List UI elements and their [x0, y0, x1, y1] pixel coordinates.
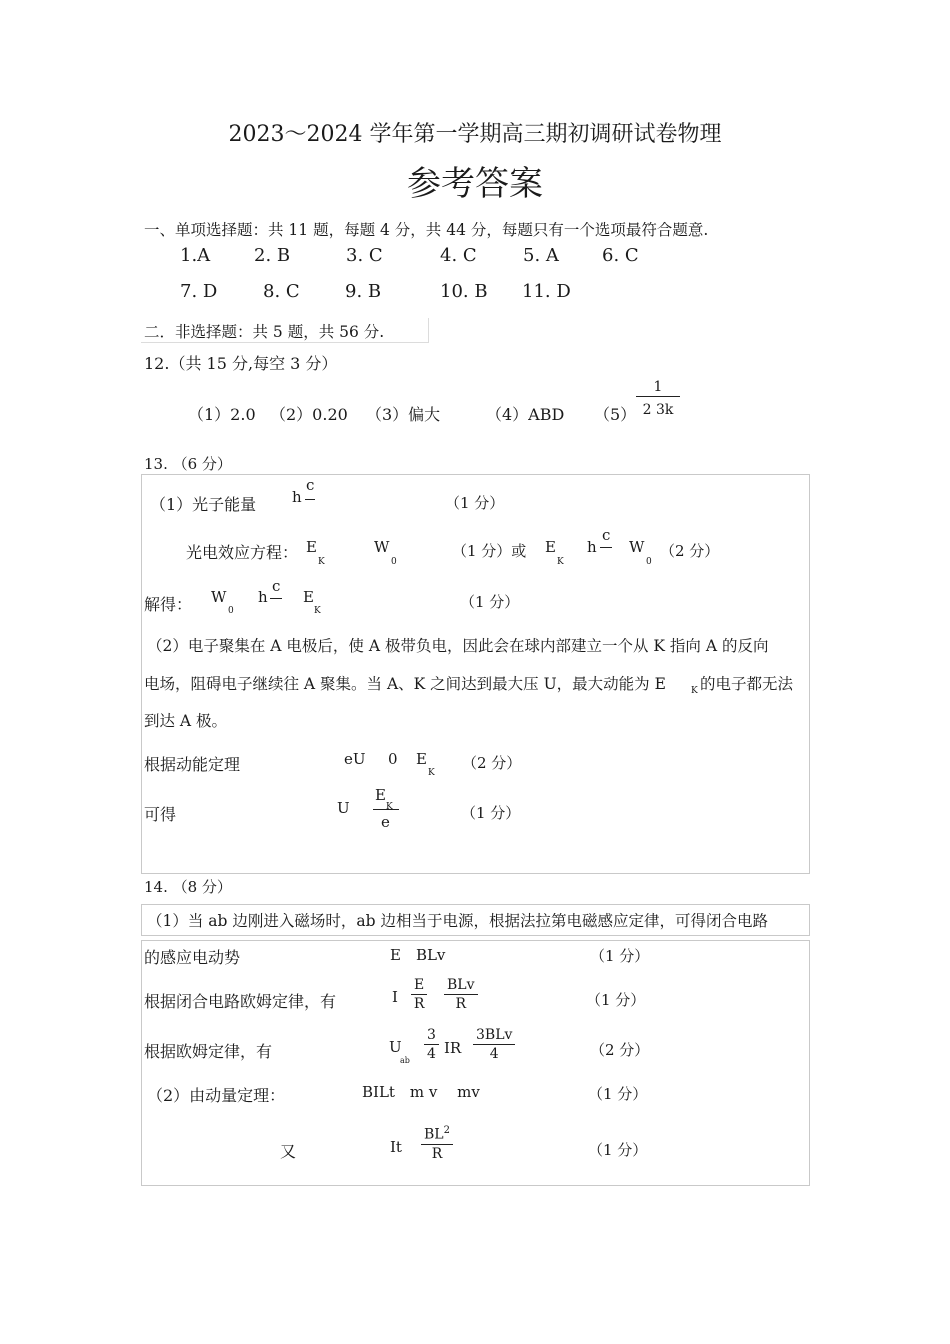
fraction-3-over-4 — [424, 1028, 439, 1061]
q12-item-5: （5） — [594, 405, 637, 424]
q13-score-1: （1 分） — [445, 494, 505, 512]
q14-ohm-label: 根据欧姆定律，有 — [144, 1042, 273, 1061]
section2-heading: 二．非选择题：共 5 题，共 56 分. — [144, 323, 385, 341]
fraction-bar — [373, 809, 399, 810]
subscript-ab: ab — [400, 1056, 410, 1065]
page-subtitle: 参考答案 — [407, 164, 543, 204]
q12-item-1: （1）2.0 — [188, 405, 256, 424]
section1-heading: 一、单项选择题：共 11 题，每题 4 分，共 44 分，每题只有一个选项最符合题意. — [144, 221, 709, 239]
q14-momentum-equation: BILt m v mv — [362, 1083, 480, 1101]
answer-8: 8. C — [263, 281, 300, 302]
answer-9: 9. B — [345, 281, 382, 302]
fraction-denominator: R — [431, 1145, 443, 1162]
q13-score-2a: （1 分）或 — [452, 542, 527, 560]
fraction-numerator: 1 — [653, 379, 663, 395]
fraction-bar — [600, 547, 612, 548]
q13-kinetic-theorem-label: 根据动能定理 — [144, 755, 241, 774]
q14-emf-equation: E BLv — [390, 946, 446, 964]
answer-7: 7. D — [180, 281, 218, 302]
fraction-denominator: R — [455, 996, 467, 1012]
symbol-U: U — [389, 1038, 402, 1056]
subscript-K: K — [428, 768, 435, 778]
symbol-W: W — [211, 588, 227, 606]
q14-score-2: （1 分） — [586, 991, 646, 1009]
subscript-K: K — [691, 686, 698, 696]
planck-h: h — [292, 488, 302, 506]
subscript-K: K — [314, 606, 321, 616]
expression-eU: eU — [344, 750, 366, 768]
q14-answer-box — [141, 940, 810, 1186]
answer-5: 5. A — [523, 245, 559, 266]
symbol-E: E — [306, 538, 317, 556]
q14-closed-circuit-label: 根据闭合电路欧姆定律，有 — [144, 992, 337, 1011]
answer-4: 4. C — [440, 245, 477, 266]
q12-fraction-5 — [636, 380, 680, 417]
answer-1: 1.A — [180, 245, 211, 266]
q14-also-label: 又 — [280, 1142, 297, 1161]
fraction-denominator: R — [413, 996, 425, 1012]
fraction-3BLv-over-4 — [473, 1028, 515, 1061]
q13-photon-energy-label: （1）光子能量 — [150, 495, 257, 514]
symbol-I: I — [392, 988, 398, 1006]
fraction-numerator: 3BLv — [476, 1027, 513, 1043]
fraction-numerator: E — [414, 977, 425, 993]
planck-h: h — [587, 538, 597, 556]
answer-11: 11. D — [522, 281, 571, 302]
q13-part2-line3: 到达 A 极。 — [144, 712, 228, 730]
fraction-bar — [270, 598, 282, 599]
symbol-W: W — [629, 538, 645, 556]
answer-10: 10. B — [440, 281, 488, 302]
q13-score-4: （2 分） — [462, 754, 522, 772]
q14-emf-label: 的感应电动势 — [144, 948, 241, 967]
expression-It: It — [390, 1138, 402, 1156]
fraction-denominator: 4 — [489, 1046, 499, 1062]
q14-score-5: （1 分） — [588, 1141, 648, 1159]
subscript-K: K — [557, 557, 564, 567]
fraction-denominator: 2 3k — [642, 402, 674, 418]
symbol-E: E — [375, 786, 386, 804]
answer-6: 6. C — [602, 245, 639, 266]
q12-item-3: （3）偏大 — [366, 405, 441, 424]
subscript-0: 0 — [646, 557, 652, 567]
q12-item-2: （2）0.20 — [270, 405, 348, 424]
fraction-numerator: 3 — [427, 1027, 436, 1043]
symbol-e: e — [381, 813, 390, 831]
subscript-0: 0 — [228, 606, 234, 616]
q13-score-5: （1 分） — [461, 804, 521, 822]
q13-result-label: 可得 — [144, 805, 177, 824]
fraction-E-over-R — [411, 978, 427, 1011]
expression-IR: IR — [444, 1039, 462, 1057]
q13-score-3: （1 分） — [460, 593, 520, 611]
q14-momentum-label: （2）由动量定理： — [147, 1086, 286, 1105]
planck-h: h — [258, 588, 268, 606]
q13-part2-line1: （2）电子聚集在 A 电极后，使 A 极带负电，因此会在球内部建立一个从 K 指向 A 的反向 — [147, 637, 769, 655]
q12-item-4: （4）ABD — [486, 405, 565, 424]
symbol-W: W — [374, 538, 390, 556]
q14-score-1: （1 分） — [590, 947, 650, 965]
q14-score-4: （1 分） — [588, 1085, 648, 1103]
value-zero: 0 — [388, 750, 398, 768]
fraction-denominator: 4 — [427, 1046, 436, 1062]
fraction-bar — [305, 499, 315, 500]
exponent-2: 2 — [443, 1125, 450, 1136]
q13-equation-label: 光电效应方程： — [186, 543, 299, 562]
q14-title: 14. （8 分） — [144, 878, 232, 896]
answer-3: 3. C — [346, 245, 383, 266]
speed-c: c — [602, 526, 611, 544]
page-title: 2023～2024 学年第一学期高三期初调研试卷物理 — [228, 122, 722, 147]
q12-title: 12.（共 15 分,每空 3 分） — [144, 354, 338, 373]
fraction-BLv-over-R — [444, 978, 478, 1011]
fraction-numerator: BLv — [447, 977, 475, 993]
symbol-BL: BL — [424, 1126, 444, 1143]
q14-part1-line: （1）当 ab 边刚进入磁场时，ab 边相当于电源，根据法拉第电磁感应定律，可得闭合电路 — [147, 912, 768, 930]
subscript-K: K — [318, 557, 325, 567]
subscript-0: 0 — [391, 557, 397, 567]
answer-2: 2. B — [254, 245, 291, 266]
symbol-E: E — [303, 588, 314, 606]
q13-part2-line2: 电场，阻碍电子继续往 A 聚集。当 A、K 之间达到最大压 U，最大动能为 E — [144, 675, 666, 693]
q13-part2-line2b: 的电子都无法 — [700, 675, 794, 693]
speed-c: c — [306, 476, 315, 494]
q13-score-2b: （2 分） — [660, 542, 720, 560]
fraction-BL2-over-R — [421, 1126, 453, 1161]
q14-score-3: （2 分） — [590, 1041, 650, 1059]
subscript-K: K — [386, 802, 393, 812]
q13-solve-label: 解得： — [144, 595, 193, 614]
speed-c: c — [272, 577, 281, 595]
symbol-E: E — [545, 538, 556, 556]
symbol-U: U — [337, 799, 350, 817]
symbol-E: E — [416, 750, 427, 768]
q13-title: 13. （6 分） — [144, 455, 232, 473]
fraction-numerator — [421, 1126, 453, 1144]
